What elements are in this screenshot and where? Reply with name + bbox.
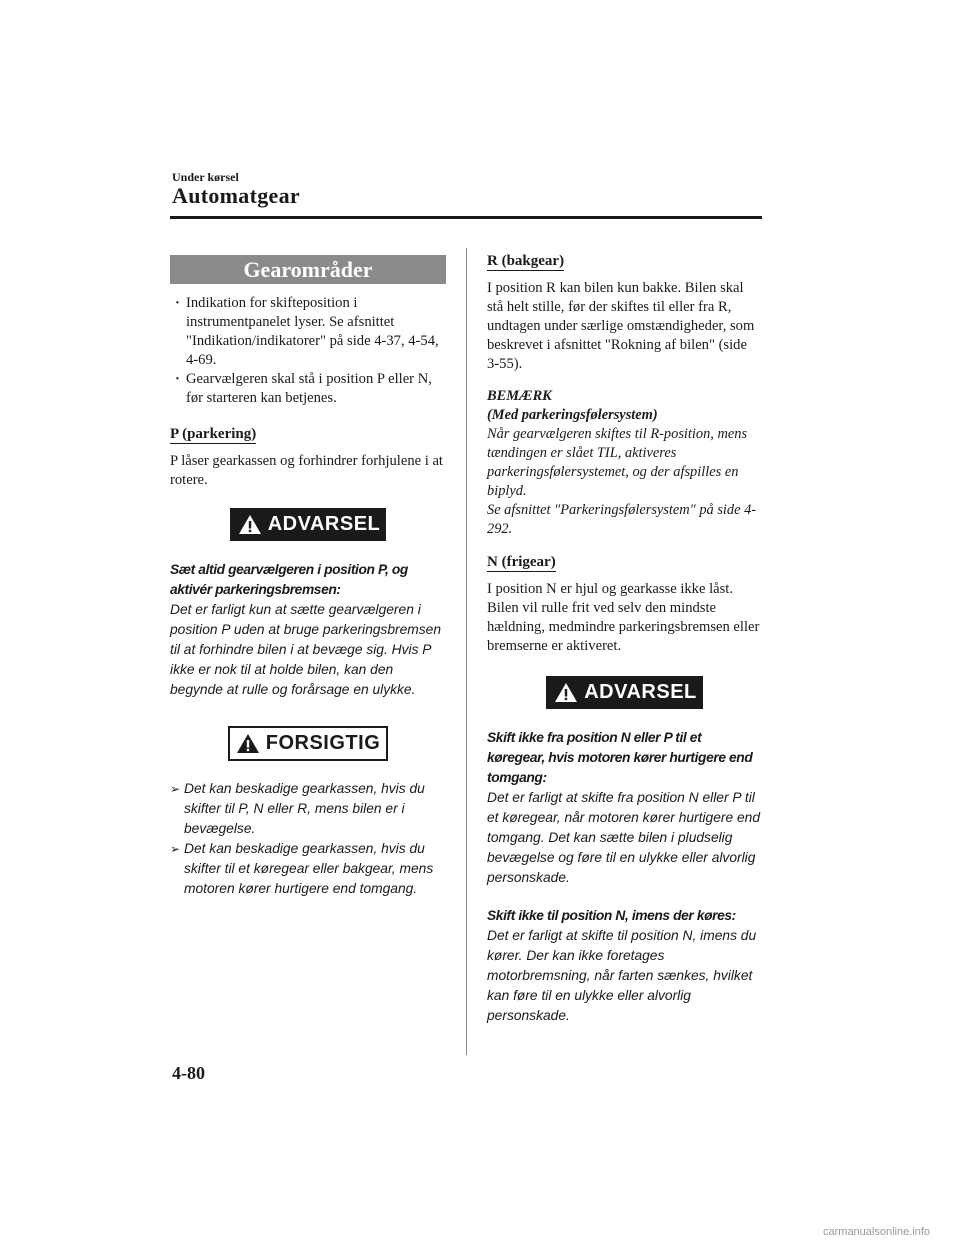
- r-heading: R (bakgear): [487, 253, 565, 269]
- warning-banner-wrap: [170, 508, 446, 541]
- warning-heading: Sæt altid gearvælgeren i position P, og aktivér parkeringsbremsen:: [170, 562, 408, 597]
- warning-label: ADVARSEL: [584, 681, 697, 703]
- warning-triangle-icon: [238, 514, 262, 535]
- caution-label: FORSIGTIG: [265, 732, 381, 754]
- r-text: I position R kan bilen kun bakke. Bilen skal stå helt stille, før der skiftes til eller fra R, undtagen under særlige omstændigheder, som beskrevet i afsnittet "Rokning af bilen" (side 3-55).: [487, 280, 755, 372]
- caution-banner-wrap: [170, 726, 446, 761]
- warning-triangle-icon: [554, 682, 578, 703]
- arrow-bullet-icon: ➢: [170, 782, 181, 796]
- arrow-bullet-icon: ➢: [170, 842, 181, 856]
- section-title: Gearområder: [170, 255, 446, 284]
- warning-text: Det er farligt kun at sætte gearvælgeren i position P uden at bruge parkeringsbremsen til at forhindre bilen i at bevæge sig. Hvis P ikke er nok til at holde bilen, kan den begynde at rulle og forårsage en ulykke.: [170, 602, 441, 697]
- left-column: [170, 255, 446, 899]
- note-block: [487, 387, 762, 539]
- watermark: carmanualsonline.info: [823, 1226, 931, 1238]
- caution-item-text: Det kan beskadige gearkassen, hvis du skifter til et køregear eller bakgear, mens motoren kører hurtigere end tomgang.: [184, 841, 434, 896]
- bullet-item: · Gearvælgeren skal stå i position P eller N, før starteren kan betjenes.: [170, 370, 446, 408]
- info-bullets: [170, 294, 446, 408]
- warning-banner: [230, 508, 387, 541]
- caution-item-text: Det kan beskadige gearkassen, hvis du skifter til P, N eller R, mens bilen er i bevægelse.: [184, 781, 425, 836]
- right-column: [487, 252, 762, 1026]
- page-number: 4-80: [172, 1063, 205, 1083]
- n-text: I position N er hjul og gearkasse ikke låst. Bilen vil rulle frit ved selv den mindste hældning, medmindre parkeringsbremsen eller bremserne er aktiveret.: [487, 581, 760, 654]
- warning-heading: Skift ikke til position N, imens der køres:: [487, 908, 736, 923]
- warning-banner-wrap: [487, 676, 762, 709]
- chapter-label: Under kørsel: [172, 170, 239, 184]
- warning-heading: Skift ikke fra position N eller P til et køregear, hvis motoren kører hurtigere end tomgang:: [487, 730, 753, 785]
- n-heading: N (frigear): [487, 554, 556, 570]
- caution-item: [170, 839, 446, 899]
- bullet-item: · Indikation for skifteposition i instrumentpanelet lyser. Se afsnittet "Indikation/indikatorer" på side 4-37, 4-54, 4-69.: [170, 294, 446, 370]
- warning-body: [170, 560, 446, 700]
- note-text: Når gearvælgeren skiftes til R-position, mens tændingen er slået TIL, aktiveres parkeringsfølersystemet, og der afspilles en biplyd.: [487, 426, 748, 499]
- page-title: Automatgear: [172, 183, 300, 208]
- warning-label: ADVARSEL: [267, 513, 381, 535]
- caution-item: [170, 779, 446, 839]
- column-divider: [466, 248, 467, 1055]
- note-reference: Se afsnittet "Parkeringsfølersystem" på side 4-292.: [487, 502, 757, 537]
- warning-text: Det er farligt at skifte fra position N eller P til et køregear, når motoren kører hurtigere end tomgang. Det kan sætte bilen i pludselig bevægelse og føre til en ulykke eller alvorlig personskade.: [487, 790, 761, 885]
- warning-banner: [546, 676, 703, 709]
- p-text: P låser gearkassen og forhindrer forhjulene i at rotere.: [170, 453, 443, 488]
- warning-triangle-icon: [236, 733, 260, 754]
- caution-list: [170, 779, 446, 899]
- warning-body: [487, 728, 762, 1026]
- title-rule: [170, 216, 762, 219]
- caution-banner: [228, 726, 389, 761]
- warning-text: Det er farligt at skifte til position N, imens du kører. Der kan ikke foretages motorbremsning, når farten sænkes, hvilket kan føre til en ulykke eller alvorlig personskade.: [487, 928, 757, 1023]
- p-heading: P (parkering): [170, 426, 257, 442]
- note-subheading: (Med parkeringsfølersystem): [487, 407, 658, 423]
- note-label: BEMÆRK: [487, 388, 552, 404]
